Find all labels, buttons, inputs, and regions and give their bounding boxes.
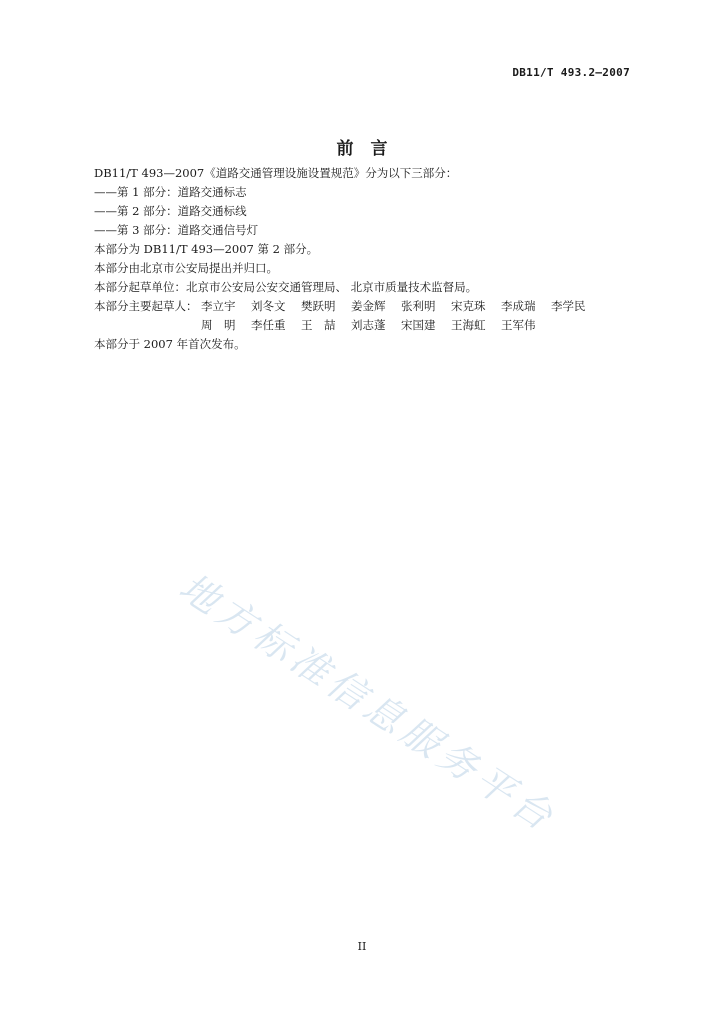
drafters-row-2 — [94, 316, 634, 335]
drafter-name: 樊跃明 — [301, 299, 336, 313]
header-doc-code: DB11/T 493.2—2007 — [512, 66, 630, 79]
drafting-unit-line: 本部分起草单位：北京市公安局公安交通管理局、 北京市质量技术监督局。 — [94, 280, 478, 294]
drafter-name: 李学民 — [551, 299, 586, 313]
drafters-label: 本部分主要起草人： — [94, 299, 198, 313]
drafter-name: 宋国建 — [401, 318, 436, 332]
first-release-line: 本部分于 2007 年首次发布。 — [94, 337, 246, 351]
drafter-name: 周 明 — [201, 318, 236, 332]
drafter-name: 王 喆 — [301, 318, 336, 332]
drafter-names-row-2 — [201, 316, 551, 335]
drafter-name: 李任重 — [251, 318, 286, 332]
part-2-line: ——第 2 部分：道路交通标线 — [94, 204, 247, 218]
drafter-name: 宋克珠 — [451, 299, 486, 313]
drafter-name: 李成瑞 — [501, 299, 536, 313]
part-3-line: ——第 3 部分：道路交通信号灯 — [94, 223, 259, 237]
proposer-line: 本部分由北京市公安局提出并归口。 — [94, 261, 278, 275]
drafters-row-1 — [94, 297, 634, 316]
drafter-name: 王海虹 — [451, 318, 486, 332]
drafter-name: 姜金辉 — [351, 299, 386, 313]
intro-line: DB11/T 493—2007《道路交通管理设施设置规范》分为以下三部分： — [94, 166, 458, 180]
this-part-line: 本部分为 DB11/T 493—2007 第 2 部分。 — [94, 242, 319, 256]
watermark: 地方标准信息服务平台 — [171, 564, 565, 842]
part-1-line: ——第 1 部分：道路交通标志 — [94, 185, 247, 199]
drafter-name: 王军伟 — [501, 318, 536, 332]
drafter-name: 张利明 — [401, 299, 436, 313]
page-title: 前 言 — [336, 139, 388, 159]
drafter-names-row-1 — [201, 297, 601, 316]
drafter-name: 李立宇 — [201, 299, 236, 313]
page-number: II — [357, 940, 367, 953]
drafter-name: 刘冬文 — [251, 299, 286, 313]
drafter-name: 刘志蓬 — [351, 318, 386, 332]
document-body — [94, 164, 634, 354]
